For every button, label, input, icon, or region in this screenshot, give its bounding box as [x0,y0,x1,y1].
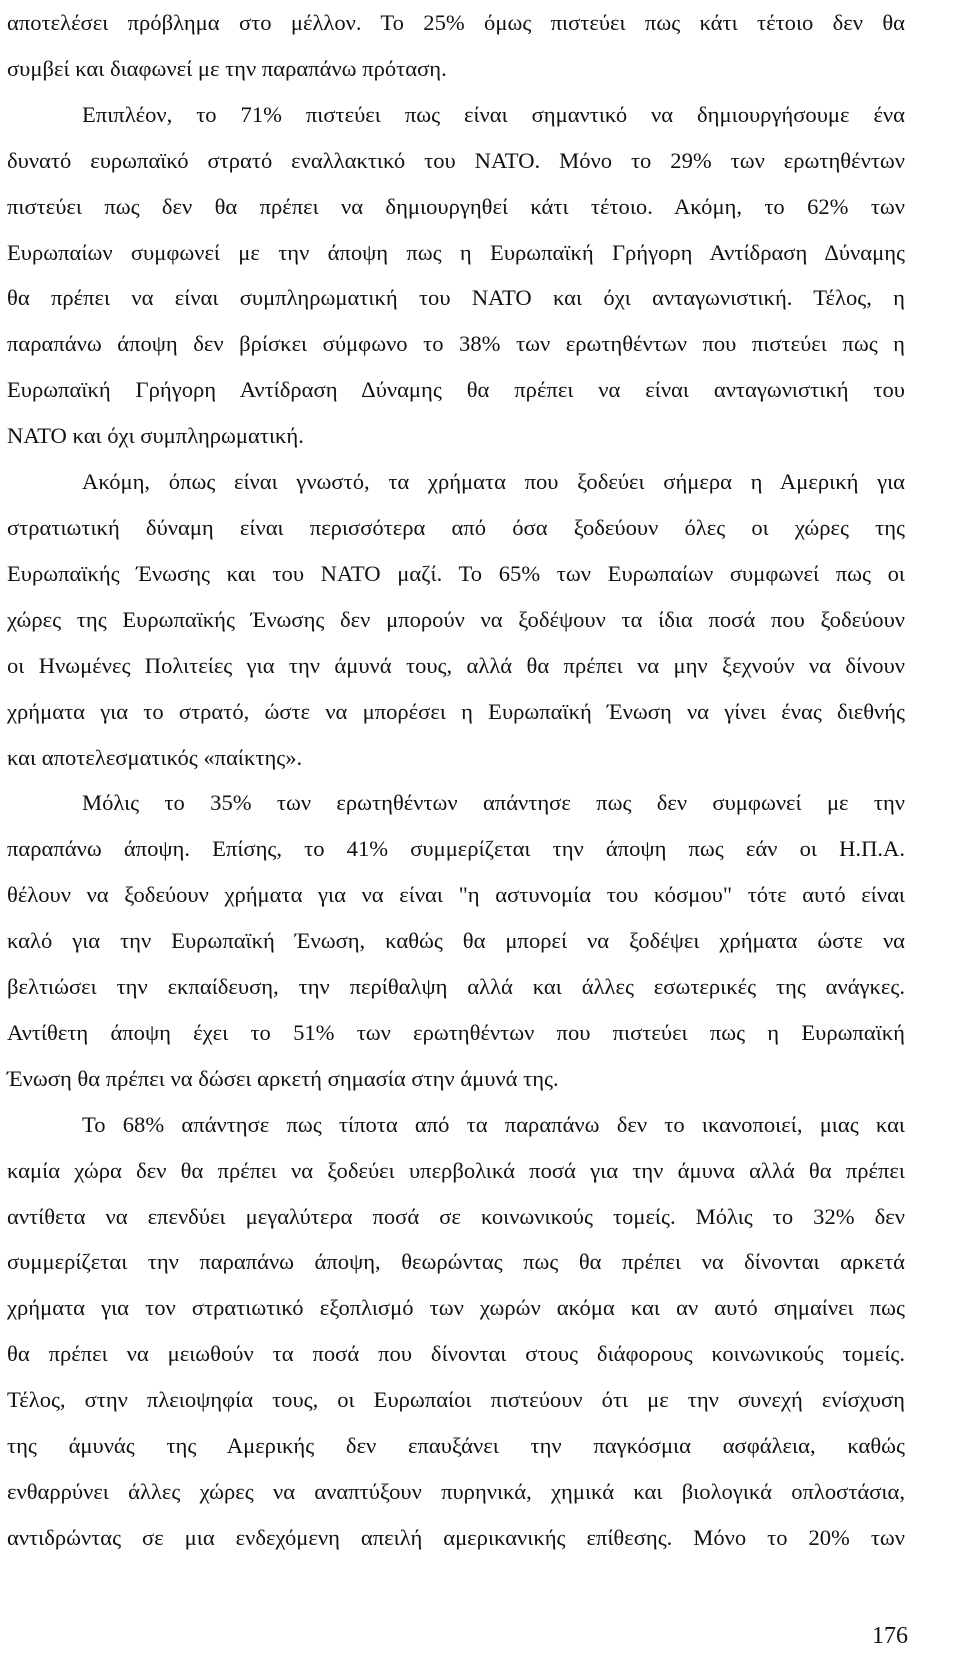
text-line: Ευρωπαϊκή Γρήγορη Αντίδραση Δύναμης θα πρέπει να είναι ανταγωνιστική του [7,377,905,403]
text-line: στρατιωτική δύναμη είναι περισσότερα από όσα ξοδεύουν όλες οι χώρες της [7,514,905,540]
text-line: βελτιώσει την εκπαίδευση, την περίθαλψη αλλά και άλλες εσωτερικές της ανάγκες. [7,974,905,1000]
text-line: ΝΑΤΟ και όχι συμπληρωματική. [7,423,304,449]
text-line: Ένωση θα πρέπει να δώσει αρκετή σημασία στην άμυνά της. [7,1065,559,1091]
text-line: θέλουν να ξοδεύουν χρήματα για να είναι "η αστυνομία του κόσμου" τότε αυτό είναι [7,882,905,908]
text-line: καμία χώρα δεν θα πρέπει να ξοδεύει υπερβολικά ποσά για την άμυνα αλλά θα πρέπει [7,1157,905,1183]
text-line: και αποτελεσματικός «παίκτης». [7,744,303,770]
document-body-text [7,0,905,1561]
text-line: αντίθετα να επενδύει μεγαλύτερα ποσά σε κοινωνικούς τομείς. Μόλις το 32% δεν [7,1203,905,1229]
text-line: Μόλις το 35% των ερωτηθέντων απάντησε πως δεν συμφωνεί με την [82,790,905,816]
text-line: Τέλος, στην πλειοψηφία τους, οι Ευρωπαίοι πιστεύουν ότι με την συνεχή ενίσχυση [7,1387,905,1413]
text-line: Το 68% απάντησε πως τίποτα από τα παραπάνω δεν το ικανοποιεί, μιας και [82,1111,905,1137]
text-line: Ακόμη, όπως είναι γνωστό, τα χρήματα που ξοδεύει σήμερα η Αμερική για [82,469,905,495]
text-line: πιστεύει πως δεν θα πρέπει να δημιουργηθεί κάτι τέτοιο. Ακόμη, το 62% των [7,193,905,219]
text-line: δυνατό ευρωπαϊκό στρατό εναλλακτικό του ΝΑΤΟ. Μόνο το 29% των ερωτηθέντων [7,147,905,173]
text-line: της άμυνάς της Αμερικής δεν επαυξάνει την παγκόσμια ασφάλεια, καθώς [7,1433,905,1459]
text-line: θα πρέπει να είναι συμπληρωματική του ΝΑΤΟ και όχι ανταγωνιστική. Τέλος, η [7,285,905,311]
text-line: καλό για την Ευρωπαϊκή Ένωση, καθώς θα μπορεί να ξοδέψει χρήματα ώστε να [7,928,905,954]
text-line: αντιδρώντας σε μια ενδεχόμενη απειλή αμερικανικής επίθεσης. Μόνο το 20% των [7,1524,905,1550]
text-line: Ευρωπαίων συμφωνεί με την άποψη πως η Ευρωπαϊκή Γρήγορη Αντίδραση Δύναμης [7,239,905,265]
text-line: παραπάνω άποψη. Επίσης, το 41% συμμερίζεται την άποψη πως εάν οι Η.Π.Α. [7,836,905,862]
text-line: οι Ηνωμένες Πολιτείες για την άμυνά τους, αλλά θα πρέπει να μην ξεχνούν να δίνουν [7,652,905,678]
text-line: θα πρέπει να μειωθούν τα ποσά που δίνονται στους διάφορους κοινωνικούς τομείς. [7,1341,905,1367]
text-line: Αντίθετη άποψη έχει το 51% των ερωτηθέντων που πιστεύει πως η Ευρωπαϊκή [7,1019,905,1045]
text-line: ενθαρρύνει άλλες χώρες να αναπτύξουν πυρηνικά, χημικά και βιολογικά οπλοστάσια, [7,1479,905,1504]
page-number: 176 [872,1623,908,1649]
text-line: χρήματα για το στρατό, ώστε να μπορέσει η Ευρωπαϊκή Ένωση να γίνει ένας διεθνής [7,698,905,724]
text-line: αποτελέσει πρόβλημα στο μέλλον. Το 25% όμως πιστεύει πως κάτι τέτοιο δεν θα [7,10,905,35]
text-line: συμμερίζεται την παραπάνω άποψη, θεωρώντας πως θα πρέπει να δίνονται αρκετά [7,1249,905,1275]
text-line: Ευρωπαϊκής Ένωσης και του ΝΑΤΟ μαζί. Το 65% των Ευρωπαίων συμφωνεί πως οι [7,560,905,586]
text-line: χρήματα για τον στρατιωτικό εξοπλισμό των χωρών ακόμα και αν αυτό σημαίνει πως [7,1295,905,1321]
text-line: Επιπλέον, το 71% πιστεύει πως είναι σημαντικό να δημιουργήσουμε ένα [82,101,905,127]
text-line: παραπάνω άποψη δεν βρίσκει σύμφωνο το 38% των ερωτηθέντων που πιστεύει πως η [7,331,905,357]
text-line: συμβεί και διαφωνεί με την παραπάνω πρόταση. [7,55,447,81]
text-line: χώρες της Ευρωπαϊκής Ένωσης δεν μπορούν να ξοδέψουν τα ίδια ποσά που ξοδεύουν [7,606,905,632]
